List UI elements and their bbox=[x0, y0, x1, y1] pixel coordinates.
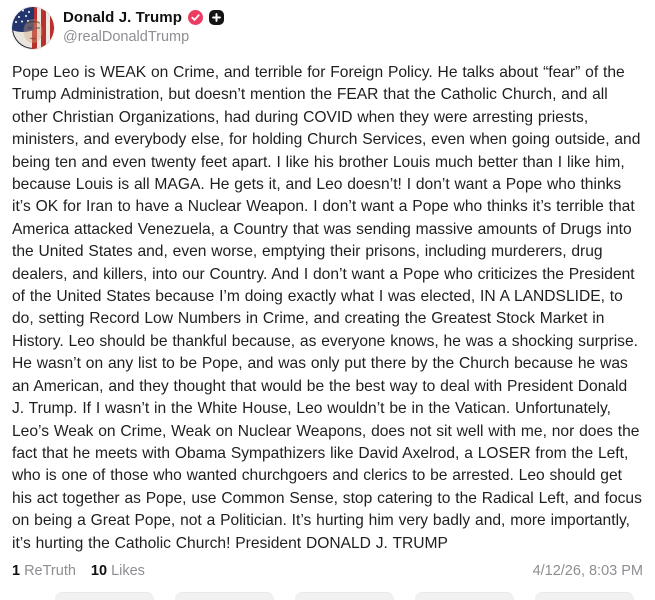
post-footer bbox=[0, 563, 655, 579]
retruth-stat[interactable] bbox=[12, 563, 76, 579]
header-text bbox=[63, 7, 224, 45]
action-pill[interactable] bbox=[535, 592, 634, 600]
verified-badge-icon bbox=[188, 10, 203, 25]
user-handle[interactable]: @realDonaldTrump bbox=[63, 29, 190, 45]
likes-count: 10 bbox=[90, 563, 108, 579]
post-body-text: Pope Leo is WEAK on Crime, and terrible for Foreign Policy. He talks about “fear” of the Trump Administration, but doesn’t mention the FEAR that the Catholic Church, and all other Christian Organizations, had during COVID when they were arresting priests, ministers, and everybody else, for holding Church Services, even when going outside, and being ten and even twenty feet apart. I like his brother Louis much better than I like him, because Louis is all MAGA. He gets it, and Leo doesn’t! I don’t want a Pope who thinks it’s OK for Iran to have a Nuclear Weapon. I don’t want a Pope who thinks it’s terrible that America attacked Venezuela, a Country that was sending massive amounts of Drugs into the United States and, even worse, emptying their prisons, including murderers, drug dealers, and killers, into our Country. And I don’t want a Pope who criticizes the President of the United States because I’m doing exactly what I was elected, IN A LANDSLIDE, to do, setting Record Low Numbers in Crime, and creating the Greatest Stock Market in History. Leo should be thankful because, as everyone knows, he was a shocking surprise. He wasn’t on any list to be Pope, and was only put there by the Church because he was an American, and they thought that would be the best way to deal with President Donald J. Trump. If I wasn’t in the White House, Leo wouldn’t be in the Vatican. Unfortunately, Leo’s Weak on Crime, Weak on Nuclear Weapons, does not sit well with me, nor does the fact that he meets with Obama Sympathizers like David Axelrod, a LOSER from the Left, who is one of those who wanted churchgoers and clerics to be arrested. Leo should get his act together as Pope, use Common Sense, stop catering to the Radical Left, and focus on being a Great Pope, not a Politician. It’s hurting him very badly and, more importantly, it’s hurting the Catholic Church! President DONALD J. TRUMP bbox=[12, 64, 642, 552]
action-pill[interactable] bbox=[55, 592, 154, 600]
post-header bbox=[0, 0, 655, 49]
action-pill[interactable] bbox=[415, 592, 514, 600]
post-timestamp: 4/12/26, 8:03 PM bbox=[532, 563, 643, 579]
likes-label: Likes bbox=[111, 563, 145, 579]
name-row bbox=[63, 9, 224, 26]
action-button-row bbox=[55, 592, 634, 600]
retruth-count: 1 bbox=[12, 563, 21, 579]
likes-stat[interactable] bbox=[91, 563, 145, 579]
retruth-label: ReTruth bbox=[24, 563, 76, 579]
avatar[interactable] bbox=[12, 7, 54, 49]
action-pill[interactable] bbox=[295, 592, 394, 600]
display-name[interactable]: Donald J. Trump bbox=[63, 9, 183, 26]
post-stats bbox=[12, 563, 145, 579]
action-pill[interactable] bbox=[175, 592, 274, 600]
flag-avatar-art bbox=[12, 7, 54, 49]
plus-badge-icon bbox=[209, 10, 224, 25]
